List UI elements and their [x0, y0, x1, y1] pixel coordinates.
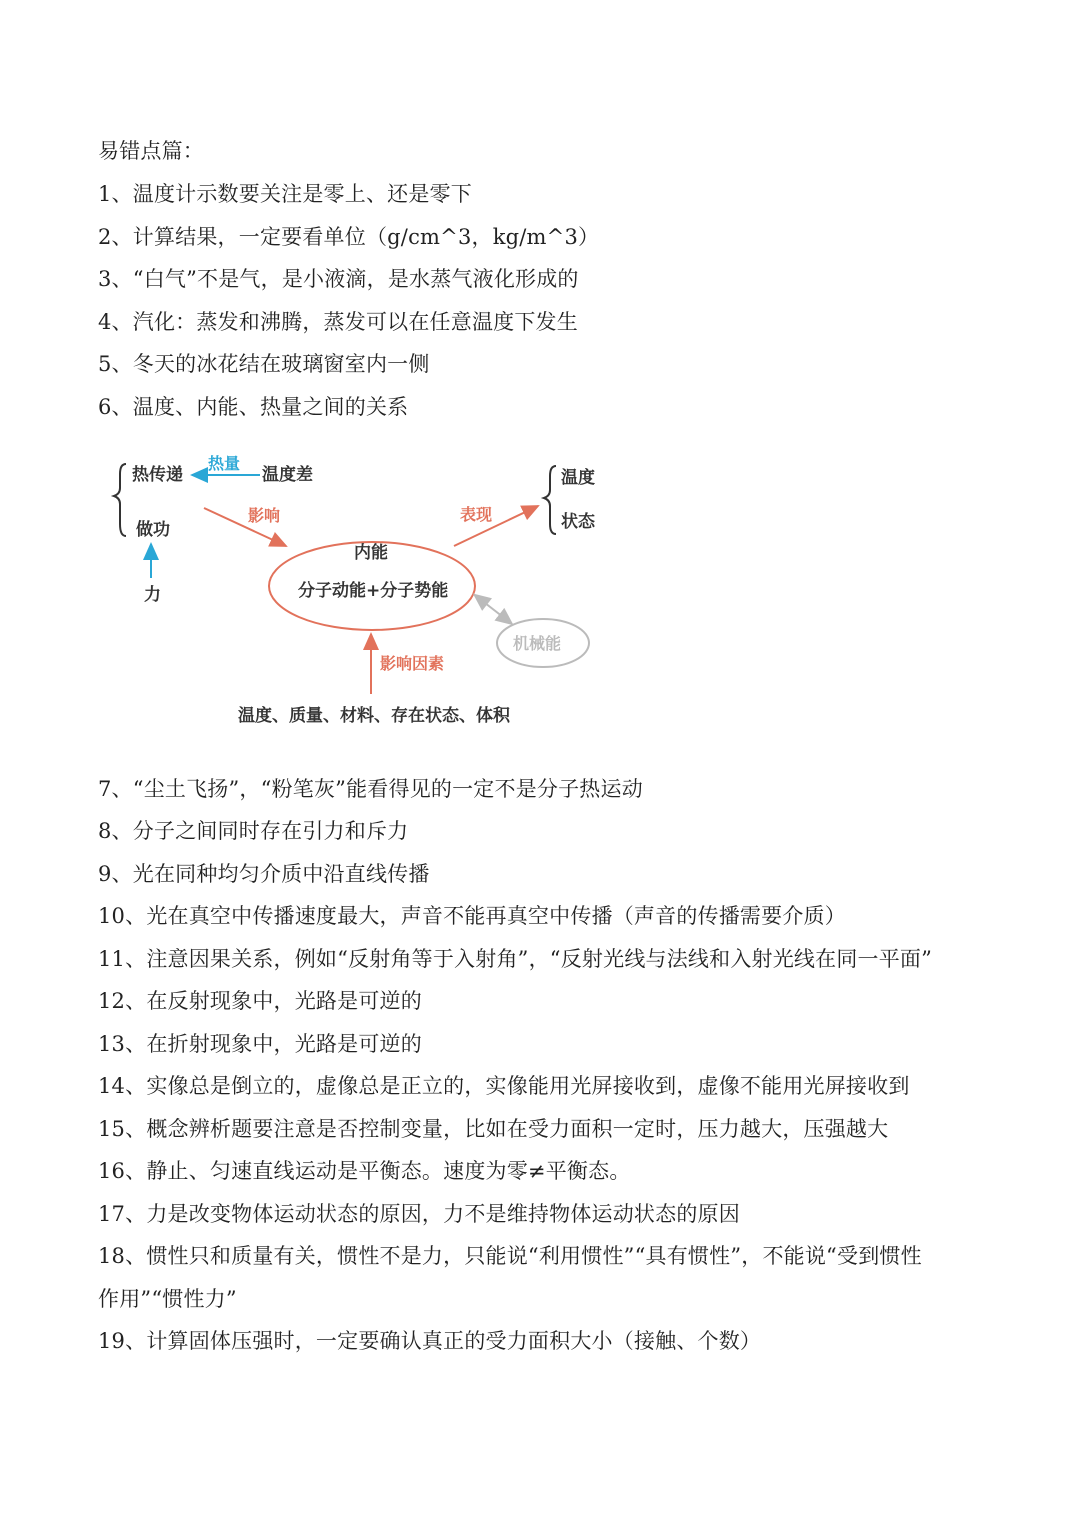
heat-transfer-label: 热传递	[132, 465, 183, 485]
work-label: 做功	[136, 520, 170, 540]
influence-label: 影响	[248, 506, 281, 525]
list-item: 7、“尘土飞扬”，“粉笔灰”能看得见的一定不是分子热运动	[98, 777, 643, 801]
list-item: 15、概念辨析题要注意是否控制变量，比如在受力面积一定时，压力越大，压强越大	[98, 1117, 889, 1141]
list-item: 6、温度、内能、热量之间的关系	[98, 395, 409, 419]
list-item: 17、力是改变物体运动状态的原因，力不是维持物体运动状态的原因	[98, 1202, 740, 1226]
internal-energy-label: 内能	[354, 543, 388, 563]
factor-list-label: 温度、质量、材料、存在状态、体积	[238, 706, 510, 726]
list-item: 13、在折射现象中，光路是可逆的	[98, 1032, 422, 1056]
list-item: 11、注意因果关系，例如“反射角等于入射角”，“反射光线与法线和入射光线在同一平面”	[98, 947, 933, 971]
list-item: 18、惯性只和质量有关，惯性不是力，只能说“利用惯性”“具有惯性”，不能说“受到惯性	[98, 1244, 922, 1268]
internal-energy-diagram	[100, 440, 620, 740]
manifest-label: 表现	[460, 505, 493, 524]
mechanical-energy-label: 机械能	[513, 634, 562, 653]
kinetic-potential-label: 分子动能+分子势能	[298, 581, 449, 601]
list-item: 9、光在同种均匀介质中沿直线传播	[98, 862, 430, 886]
mechanical-link	[476, 596, 512, 624]
list-item: 2、计算结果，一定要看单位（g/cm^3，kg/m^3）	[98, 225, 600, 249]
force-label: 力	[144, 585, 161, 605]
heat-label: 热量	[208, 454, 241, 473]
list-item: 16、静止、匀速直线运动是平衡态。速度为零≠平衡态。	[98, 1159, 631, 1183]
factors-label: 影响因素	[380, 654, 445, 673]
list-item: 4、汽化：蒸发和沸腾，蒸发可以在任意温度下发生	[98, 310, 578, 334]
state-label: 状态	[561, 512, 595, 532]
list-item: 1、温度计示数要关注是零上、还是零下	[98, 182, 472, 206]
list-item: 5、冬天的冰花结在玻璃窗室内一侧	[98, 352, 430, 376]
list-item: 3、“白气”不是气，是小液滴，是水蒸气液化形成的	[98, 267, 579, 291]
list-item: 10、光在真空中传播速度最大，声音不能再真空中传播（声音的传播需要介质）	[98, 904, 846, 928]
heading: 易错点篇：	[98, 139, 204, 163]
right-brace	[544, 466, 556, 534]
list-item: 19、计算固体压强时，一定要确认真正的受力面积大小（接触、个数）	[98, 1329, 762, 1353]
list-item-continuation: 作用”“惯性力”	[98, 1287, 237, 1311]
list-item: 12、在反射现象中，光路是可逆的	[98, 989, 422, 1013]
list-item: 8、分子之间同时存在引力和斥力	[98, 819, 409, 843]
list-item: 14、实像总是倒立的，虚像总是正立的，实像能用光屏接收到，虚像不能用光屏接收到	[98, 1074, 910, 1098]
temp-diff-label: 温度差	[262, 465, 313, 485]
temperature-label: 温度	[561, 468, 595, 488]
left-brace	[114, 464, 126, 536]
